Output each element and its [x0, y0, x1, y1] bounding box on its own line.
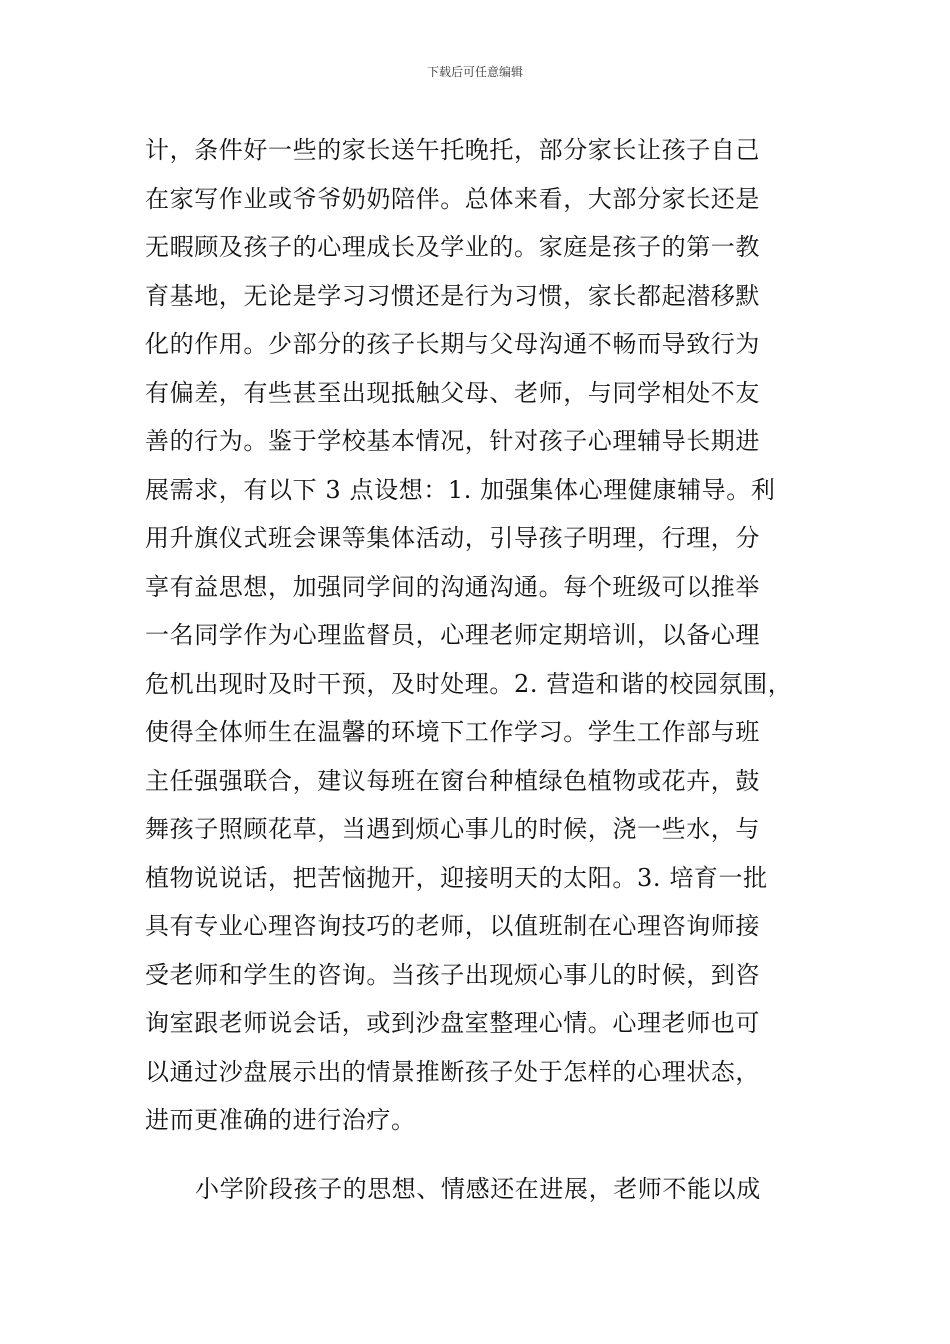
- paragraph-line: 在家写作业或爷爷奶奶陪伴。总体来看，大部分家长还是: [145, 184, 760, 213]
- paragraph-gap: [145, 1145, 845, 1165]
- page-header: 下载后可任意编辑: [426, 65, 523, 79]
- paragraph-line: 善的行为。鉴于学校基本情况，针对孩子心理辅导长期进: [145, 427, 760, 455]
- paragraph-line: 有偏差，有些甚至出现抵触父母、老师，与同学相处不友: [145, 378, 760, 407]
- paragraph-line: 危机出现时及时干预，及时处理。2. 营造和谐的校园氛围，: [145, 669, 793, 698]
- paragraph-line: 化的作用。少部分的孩子长期与父母沟通不畅而导致行为: [145, 330, 760, 358]
- paragraph-line: 享有益思想，加强同学间的沟通沟通。每个班级可以推举: [145, 572, 760, 601]
- paragraph-line: 主任强强联合，建议每班在窗台种植绿色植物或花卉，鼓: [145, 766, 760, 795]
- paragraph-line: 以通过沙盘展示出的情景推断孩子处于怎样的心理状态，: [145, 1057, 760, 1086]
- paragraph-line: 受老师和学生的咨询。当孩子出现烦心事儿的时候，到咨: [145, 960, 760, 989]
- paragraph-line: 舞孩子照顾花草，当遇到烦心事儿的时候，浇一些水，与: [145, 815, 760, 843]
- paragraph-line: 使得全体师生在温馨的环境下工作学习。学生工作部与班: [145, 718, 760, 746]
- paragraph-line: 无暇顾及孩子的心理成长及学业的。家庭是孩子的第一教: [145, 233, 760, 261]
- paragraph-line: 询室跟老师说会话，或到沙盘室整理心情。心理老师也可: [145, 1009, 760, 1037]
- paragraph-line: 具有专业心理咨询技巧的老师，以值班制在心理咨询师接: [145, 912, 760, 940]
- paragraph-line: 小学阶段孩子的思想、情感还在进展，老师不能以成: [195, 1174, 761, 1203]
- paragraph-line: 展需求，有以下 3 点设想：1. 加强集体心理健康辅导。利: [145, 475, 776, 504]
- paragraph-1: [145, 126, 845, 1145]
- paragraph-line: 育基地，无论是学习习惯还是行为习惯，家长都起潜移默: [145, 281, 760, 310]
- paragraph-line: 一名同学作为心理监督员，心理老师定期培训，以备心理: [145, 621, 760, 649]
- paragraph-line: 植物说说话，把苦恼抛开，迎接明天的太阳。3. 培育一批: [145, 863, 768, 892]
- paragraph-line: 用升旗仪式班会课等集体活动，引导孩子明理，行理，分: [145, 524, 760, 552]
- paragraph-2: [145, 1165, 845, 1214]
- paragraph-line: 进而更准确的进行治疗。: [145, 1106, 416, 1134]
- document-body: [145, 126, 845, 1213]
- paragraph-line: 计，条件好一些的家长送午托晚托，部分家长让孩子自己: [145, 136, 760, 164]
